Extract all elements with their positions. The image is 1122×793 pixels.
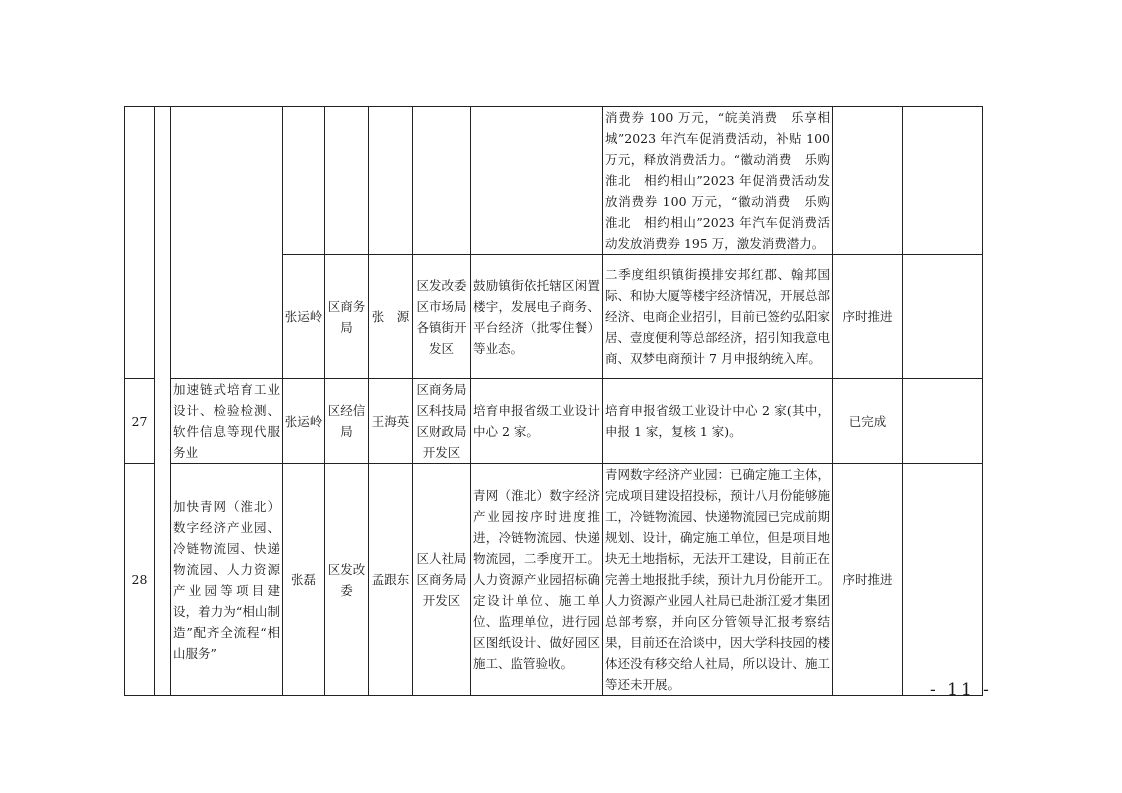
leader-cell: 张磊 bbox=[283, 464, 325, 696]
person-cell: 孟跟东 bbox=[369, 464, 413, 696]
page-number: - 11 - bbox=[930, 680, 992, 700]
target-cell: 培育申报省级工业设计中心 2 家。 bbox=[471, 379, 603, 464]
progress-cell: 消费券 100 万元，“皖美消费 乐享相城”2023 年汽车促消费活动，补贴 100 万元，释放消费活力。“徽动消费 乐购淮北 相约相山”2023 年促消费活动发放消费券 100 万元，“徽动消费 乐购淮北 相约相山”2023 年汽车促消费活动发放消费券 195 万，激发消费潜力。 bbox=[603, 107, 833, 255]
task-cell: 加速链式培育工业设计、检验检测、软件信息等现代服务业 bbox=[171, 379, 283, 464]
table-row bbox=[125, 107, 983, 255]
task-cell: 加快青网（淮北）数字经济产业园、冷链物流园、快递物流园、人力资源产业园等项目建设，着力为“相山制造”配齐全流程“相山服务” bbox=[171, 464, 283, 696]
coop-units-cell bbox=[413, 107, 471, 255]
status-cell: 已完成 bbox=[833, 379, 903, 464]
status-cell bbox=[833, 107, 903, 255]
remark-cell bbox=[903, 107, 983, 255]
leader-cell bbox=[283, 107, 325, 255]
remark-cell bbox=[903, 379, 983, 464]
table bbox=[124, 106, 983, 696]
progress-cell: 培育申报省级工业设计中心 2 家(其中，申报 1 家，复核 1 家)。 bbox=[603, 379, 833, 464]
row-no-cell bbox=[125, 107, 155, 379]
coop-units-cell: 区人社局区商务局开发区 bbox=[413, 464, 471, 696]
task-cell bbox=[171, 107, 283, 379]
target-cell bbox=[471, 107, 603, 255]
leader-cell: 张运岭 bbox=[283, 379, 325, 464]
remark-cell bbox=[903, 464, 983, 696]
target-cell: 鼓励镇街依托辖区闲置楼宇，发展电子商务、平台经济（批零住餐）等业态。 bbox=[471, 255, 603, 379]
table-row bbox=[125, 464, 983, 696]
leader-cell: 张运岭 bbox=[283, 255, 325, 379]
lead-unit-cell: 区发改委 bbox=[325, 464, 369, 696]
person-cell: 张 源 bbox=[369, 255, 413, 379]
status-cell: 序时推进 bbox=[833, 464, 903, 696]
table-row bbox=[125, 379, 983, 464]
lead-unit-cell: 区商务局 bbox=[325, 255, 369, 379]
person-cell: 王海英 bbox=[369, 379, 413, 464]
progress-cell: 二季度组织镇街摸排安邦红郡、翰邦国际、和协大厦等楼宇经济情况，开展总部经济、电商企业招引，目前已签约弘阳家居、壹度便利等总部经济，招引知我意电商、双梦电商预计 7 月申报纳统入库。 bbox=[603, 255, 833, 379]
status-cell: 序时推进 bbox=[833, 255, 903, 379]
person-cell bbox=[369, 107, 413, 255]
category-cell bbox=[155, 107, 171, 696]
remark-cell bbox=[903, 255, 983, 379]
row-no-cell: 27 bbox=[125, 379, 155, 464]
coop-units-cell: 区商务局区科技局区财政局开发区 bbox=[413, 379, 471, 464]
lead-unit-cell bbox=[325, 107, 369, 255]
progress-cell: 青网数字经济产业园：已确定施工主体，完成项目建设招投标，预计八月份能够施工，冷链物流园、快递物流园已完成前期规划、设计，确定施工单位，但是项目地块无土地指标，无法开工建设，目前正在完善土地报批手续，预计九月份能开工。人力资源产业园人社局已赴浙江爱才集团总部考察，并向区分管领导汇报考察结果，目前还在洽谈中，因大学科技园的楼体还没有移交给人社局，所以设计、施工等还未开展。 bbox=[603, 464, 833, 696]
row-no-cell: 28 bbox=[125, 464, 155, 696]
lead-unit-cell: 区经信局 bbox=[325, 379, 369, 464]
coop-units-cell: 区发改委区市场局各镇街开发区 bbox=[413, 255, 471, 379]
target-cell: 青网（淮北）数字经济产业园按序时进度推进，冷链物流园、快递物流园，二季度开工。人力资源产业园招标确定设计单位、施工单位、监理单位，进行园区图纸设计、做好园区施工、监管验收。 bbox=[471, 464, 603, 696]
